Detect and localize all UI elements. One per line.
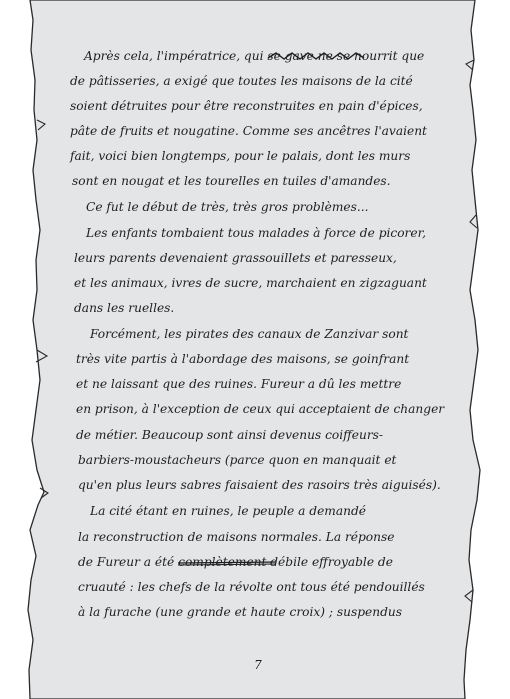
text-line: de métier. Beaucoup sont ainsi devenus coiffeurs- — [76, 428, 384, 442]
text-line: fait, voici bien longtemps, pour le palais, dont les murs — [70, 149, 411, 163]
text-line: soient détruites pour être reconstruites en pain d'épices, — [70, 99, 423, 113]
struck-phrase: complètement débile — [178, 555, 309, 569]
text-line: Après cela, l'impératrice, qui se gave ne se nourrit que — [84, 49, 425, 63]
text-line: qu'en plus leurs sabres faisaient des rasoirs très aiguisés). — [78, 478, 441, 492]
text-line: cruauté : les chefs de la révolte ont tous été pendouillés — [78, 580, 425, 594]
text-line: en prison, à l'exception de ceux qui acceptaient de changer — [76, 402, 445, 416]
text-line: à la furache (une grande et haute croix) ; suspendus — [78, 605, 402, 619]
text-line: et les animaux, ivres de sucre, marchaient en zigzaguant — [74, 276, 427, 290]
text-line: pâte de fruits et nougatine. Comme ses ancêtres l'avaient — [70, 124, 427, 138]
struck-word: se gave — [267, 48, 314, 64]
page-number: 7 — [254, 658, 262, 672]
text-line: La cité étant en ruines, le peuple a demandé — [90, 504, 366, 518]
text-line: dans les ruelles. — [74, 301, 175, 315]
text-line: et ne laissant que des ruines. Fureur a dû les mettre — [76, 377, 402, 391]
text-line: de Fureur a été complètement débile effroyable de — [78, 555, 393, 569]
text-line: leurs parents devenaient grassouillets et paresseux, — [74, 251, 397, 265]
text-line: Ce fut le début de très, très gros problèmes... — [86, 200, 369, 214]
text-line: très vite partis à l'abordage des maisons, se goinfrant — [76, 352, 410, 366]
text-line: Forcément, les pirates des canaux de Zanzivar sont — [90, 327, 409, 341]
text-line: la reconstruction de maisons normales. La réponse — [78, 530, 395, 544]
text-line: barbiers-moustacheurs (parce quon en manquait et — [78, 453, 397, 467]
text-line: de pâtisseries, a exigé que toutes les maisons de la cité — [70, 74, 413, 88]
text-line: Les enfants tombaient tous malades à force de picorer, — [86, 226, 426, 240]
text-line: sont en nougat et les tourelles en tuiles d'amandes. — [72, 174, 391, 188]
